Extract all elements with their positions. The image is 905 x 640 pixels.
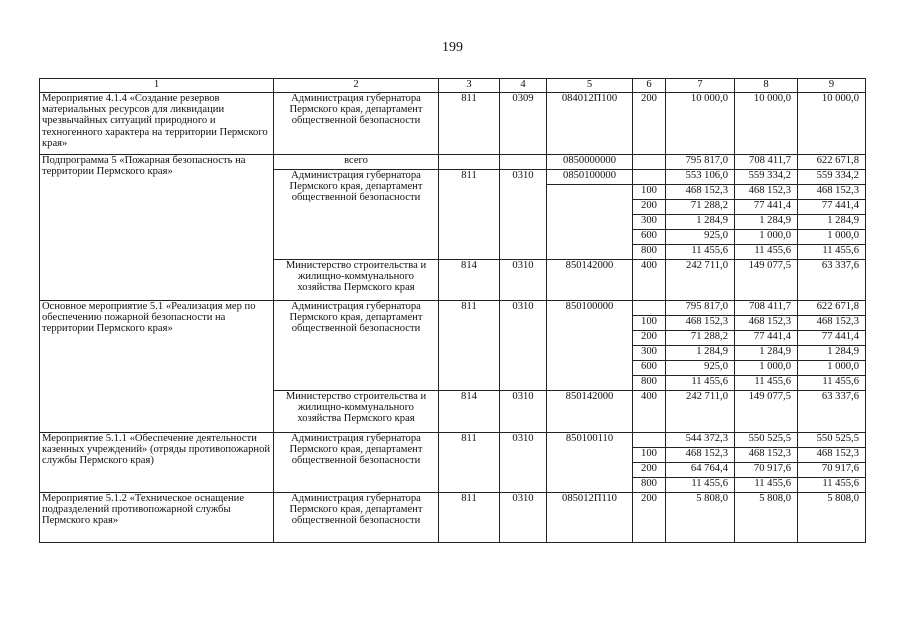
cell-grbs: 811: [439, 170, 500, 260]
cell-year2: 1 284,9: [735, 215, 798, 230]
cell-year3: 1 000,0: [798, 230, 866, 245]
cell-year2: 77 441,4: [735, 331, 798, 346]
cell-expense-type: [633, 155, 666, 170]
cell-section: 0310: [500, 301, 547, 391]
cell-year1: 71 288,2: [666, 200, 735, 215]
cell-year1: 553 106,0: [666, 170, 735, 185]
cell-target: 084012П100: [547, 93, 633, 155]
cell-year1: 795 817,0: [666, 301, 735, 316]
cell-year2: 559 334,2: [735, 170, 798, 185]
cell-expense-type: 100: [633, 185, 666, 200]
cell-year3: 622 671,8: [798, 155, 866, 170]
header-cell: 6: [633, 79, 666, 93]
cell-year1: 468 152,3: [666, 316, 735, 331]
cell-year3: 1 284,9: [798, 346, 866, 361]
cell-section: 0310: [500, 391, 547, 433]
executor: Администрация губернатора Пермского края, департамент общественной безопасности: [274, 301, 439, 391]
executor: Администрация губернатора Пермского края, департамент общественной безопасности: [274, 93, 439, 155]
cell-year3: 11 455,6: [798, 376, 866, 391]
cell-grbs: 814: [439, 391, 500, 433]
cell-expense-type: 600: [633, 230, 666, 245]
header-cell: 7: [666, 79, 735, 93]
cell-expense-type: 300: [633, 346, 666, 361]
cell-expense-type: 800: [633, 376, 666, 391]
cell-year2: 708 411,7: [735, 301, 798, 316]
header-cell: 3: [439, 79, 500, 93]
cell-year1: 795 817,0: [666, 155, 735, 170]
cell-expense-type: 300: [633, 215, 666, 230]
activity-name: Мероприятие 5.1.1 «Обеспечение деятельности казенных учреждений» (отряды противопожарной службы Пермского края): [40, 433, 274, 493]
cell-section: [500, 155, 547, 170]
cell-year2: 468 152,3: [735, 316, 798, 331]
cell-expense-type: [633, 170, 666, 185]
activity-name: Основное мероприятие 5.1 «Реализация мер по обеспечению пожарной безопасности на территории Пермского края»: [40, 301, 274, 433]
cell-grbs: 811: [439, 93, 500, 155]
executor: Министерство строительства и жилищно-коммунального хозяйства Пермского края: [274, 391, 439, 433]
cell-expense-type: 800: [633, 478, 666, 493]
cell-year3: 1 000,0: [798, 361, 866, 376]
activity-name: Мероприятие 5.1.2 «Техническое оснащение подразделений противопожарной службы Пермского края»: [40, 493, 274, 543]
cell-year3: 10 000,0: [798, 93, 866, 155]
cell-expense-type: 400: [633, 391, 666, 433]
cell-year3: 63 337,6: [798, 260, 866, 301]
cell-year3: 5 808,0: [798, 493, 866, 543]
cell-year3: 468 152,3: [798, 448, 866, 463]
header-cell: 5: [547, 79, 633, 93]
header-cell: 1: [40, 79, 274, 93]
cell-year3: 559 334,2: [798, 170, 866, 185]
activity-name: Мероприятие 4.1.4 «Создание резервов материальных ресурсов для ликвидации чрезвычайных ситуаций природного и техногенного характера на территории Пермского края»: [40, 93, 274, 155]
cell-year2: 149 077,5: [735, 391, 798, 433]
cell-expense-type: 600: [633, 361, 666, 376]
cell-expense-type: [633, 301, 666, 316]
cell-year1: 1 284,9: [666, 215, 735, 230]
cell-year2: 468 152,3: [735, 448, 798, 463]
cell-year1: 11 455,6: [666, 245, 735, 260]
cell-expense-type: 200: [633, 200, 666, 215]
cell-grbs: 814: [439, 260, 500, 301]
cell-year2: 708 411,7: [735, 155, 798, 170]
cell-year1: 468 152,3: [666, 185, 735, 200]
cell-year3: 622 671,8: [798, 301, 866, 316]
cell-expense-type: [633, 433, 666, 448]
cell-year2: 10 000,0: [735, 93, 798, 155]
activity-name: Подпрограмма 5 «Пожарная безопасность на территории Пермского края»: [40, 155, 274, 301]
cell-year2: 5 808,0: [735, 493, 798, 543]
cell-year3: 468 152,3: [798, 316, 866, 331]
table-row: [40, 93, 866, 155]
cell-year2: 11 455,6: [735, 478, 798, 493]
cell-year1: 242 711,0: [666, 391, 735, 433]
cell-year1: 544 372,3: [666, 433, 735, 448]
cell-year2: 11 455,6: [735, 376, 798, 391]
cell-target: 850100000: [547, 301, 633, 391]
cell-section: 0310: [500, 433, 547, 493]
cell-target: 850142000: [547, 260, 633, 301]
cell-year3: 11 455,6: [798, 478, 866, 493]
cell-year2: 70 917,6: [735, 463, 798, 478]
table-row: [40, 433, 866, 448]
cell-expense-type: 100: [633, 448, 666, 463]
cell-year3: 550 525,5: [798, 433, 866, 448]
cell-year1: 11 455,6: [666, 376, 735, 391]
header-cell: 4: [500, 79, 547, 93]
cell-year1: 71 288,2: [666, 331, 735, 346]
executor-total: всего: [274, 155, 439, 170]
header-cell: 9: [798, 79, 866, 93]
cell-year1: 468 152,3: [666, 448, 735, 463]
page-number: 199: [442, 40, 463, 55]
cell-year2: 77 441,4: [735, 200, 798, 215]
cell-expense-type: 400: [633, 260, 666, 301]
cell-expense-type: 200: [633, 463, 666, 478]
cell-year1: 925,0: [666, 230, 735, 245]
cell-year3: 70 917,6: [798, 463, 866, 478]
budget-table: [39, 78, 866, 543]
cell-target: 850142000: [547, 391, 633, 433]
header-cell: 2: [274, 79, 439, 93]
table-row: [40, 493, 866, 543]
cell-year1: 242 711,0: [666, 260, 735, 301]
cell-grbs: 811: [439, 433, 500, 493]
executor: Администрация губернатора Пермского края, департамент общественной безопасности: [274, 433, 439, 493]
table-row: [40, 155, 866, 170]
cell-year1: 5 808,0: [666, 493, 735, 543]
header-cell: 8: [735, 79, 798, 93]
cell-grbs: 811: [439, 493, 500, 543]
cell-expense-type: 100: [633, 316, 666, 331]
cell-target: 850100110: [547, 433, 633, 493]
cell-year1: 10 000,0: [666, 93, 735, 155]
cell-expense-type: 800: [633, 245, 666, 260]
cell-section: 0309: [500, 93, 547, 155]
cell-year2: 550 525,5: [735, 433, 798, 448]
cell-target: 085012П110: [547, 493, 633, 543]
cell-section: 0310: [500, 170, 547, 260]
cell-target: [547, 185, 633, 260]
cell-year3: 77 441,4: [798, 331, 866, 346]
cell-expense-type: 200: [633, 331, 666, 346]
cell-year2: 11 455,6: [735, 245, 798, 260]
cell-year3: 63 337,6: [798, 391, 866, 433]
cell-expense-type: 200: [633, 93, 666, 155]
cell-year2: 1 000,0: [735, 230, 798, 245]
cell-year3: 1 284,9: [798, 215, 866, 230]
cell-year2: 1 284,9: [735, 346, 798, 361]
cell-year1: 64 764,4: [666, 463, 735, 478]
cell-year3: 468 152,3: [798, 185, 866, 200]
cell-year1: 1 284,9: [666, 346, 735, 361]
cell-target: 0850100000: [547, 170, 633, 185]
cell-year3: 11 455,6: [798, 245, 866, 260]
executor: Министерство строительства и жилищно-коммунального хозяйства Пермского края: [274, 260, 439, 301]
header-row: [40, 79, 866, 93]
cell-year1: 11 455,6: [666, 478, 735, 493]
cell-grbs: [439, 155, 500, 170]
executor: Администрация губернатора Пермского края, департамент общественной безопасности: [274, 170, 439, 260]
cell-target: 0850000000: [547, 155, 633, 170]
cell-year1: 925,0: [666, 361, 735, 376]
cell-year2: 149 077,5: [735, 260, 798, 301]
table-row: [40, 301, 866, 316]
cell-section: 0310: [500, 260, 547, 301]
cell-year2: 1 000,0: [735, 361, 798, 376]
cell-expense-type: 200: [633, 493, 666, 543]
cell-section: 0310: [500, 493, 547, 543]
executor: Администрация губернатора Пермского края, департамент общественной безопасности: [274, 493, 439, 543]
cell-year3: 77 441,4: [798, 200, 866, 215]
cell-year2: 468 152,3: [735, 185, 798, 200]
cell-grbs: 811: [439, 301, 500, 391]
